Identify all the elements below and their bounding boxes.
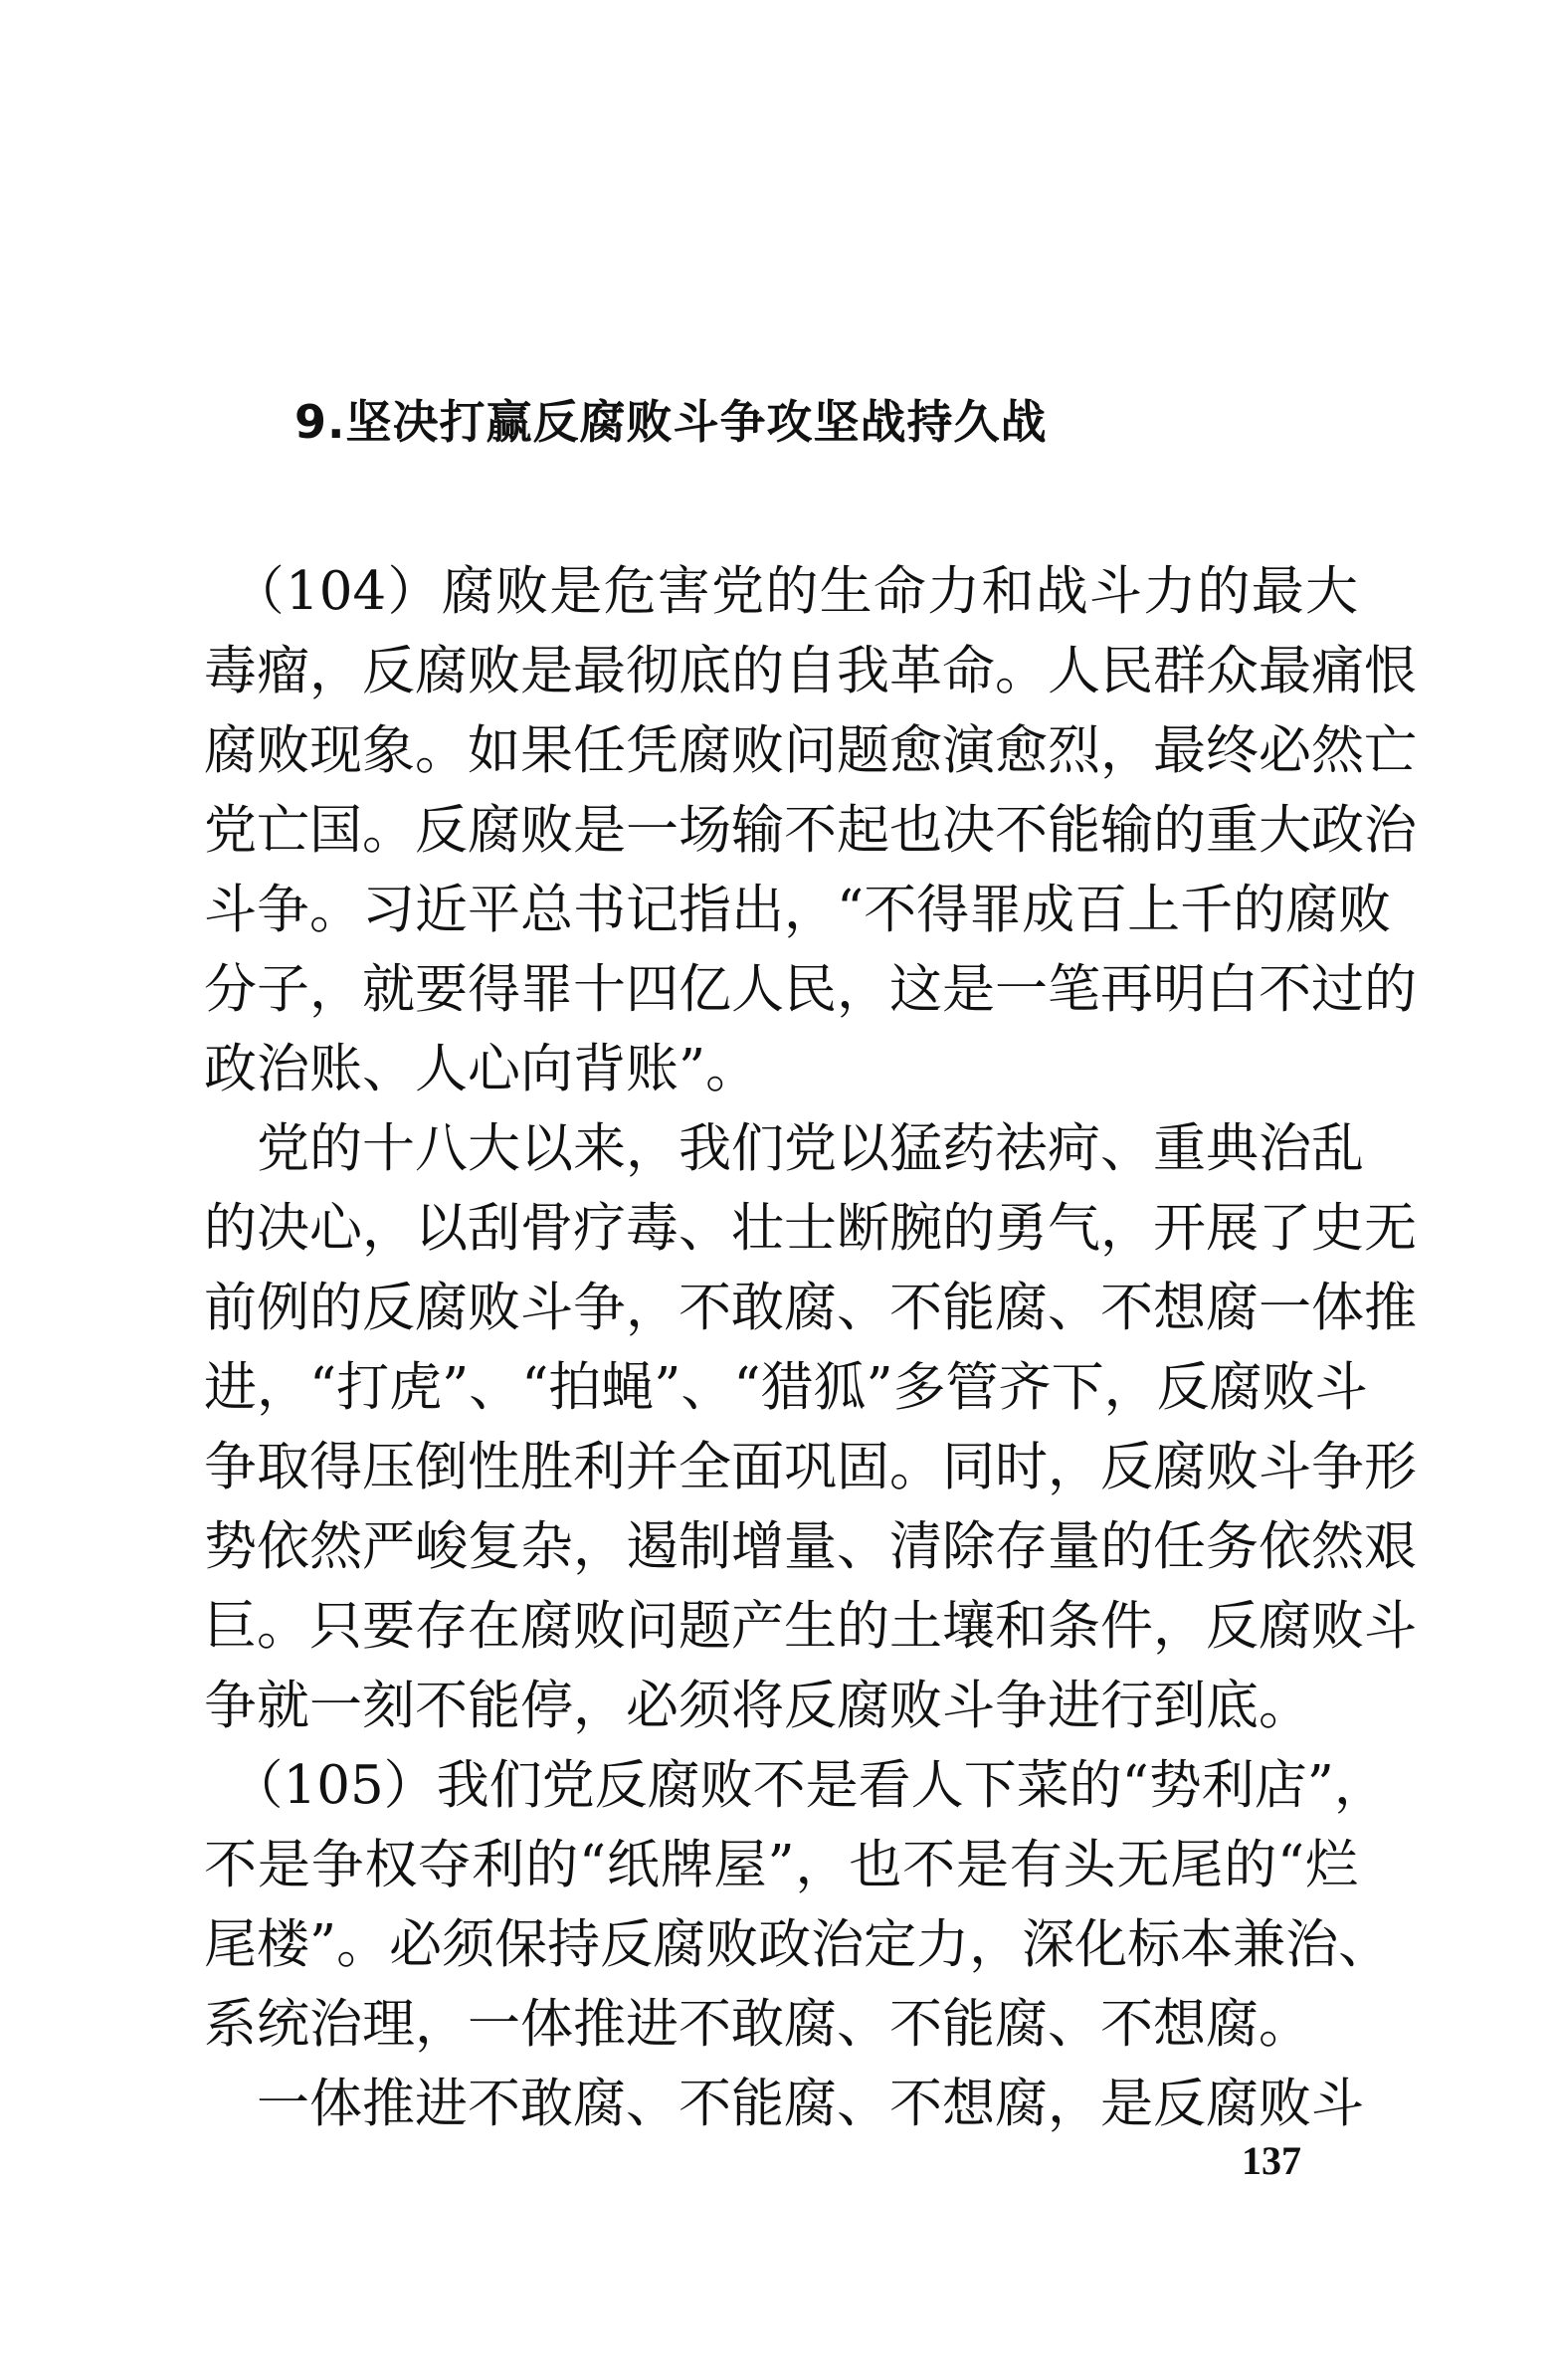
text-line: （105）我们党反腐败不是看人下菜的“势利店”， bbox=[204, 1755, 1387, 1816]
text-line: 毒瘤，反腐败是最彻底的自我革命。人民群众最痛恨 bbox=[204, 641, 1417, 701]
text-line: 不是争权夺利的“纸牌屋”，也不是有头无尾的“烂 bbox=[204, 1835, 1358, 1895]
text-line: 的决心，以刮骨疗毒、壮士断腕的勇气，开展了史无 bbox=[204, 1198, 1417, 1259]
body-text bbox=[204, 552, 1417, 2144]
text-line: 系统治理，一体推进不敢腐、不能腐、不想腐。 bbox=[204, 1994, 1311, 2055]
text-line: 党的十八大以来，我们党以猛药祛疴、重典治乱 bbox=[204, 1118, 1364, 1179]
text-line: 党亡国。反腐败是一场输不起也决不能输的重大政治 bbox=[204, 800, 1417, 861]
text-line: 斗争。习近平总书记指出，“不得罪成百上千的腐败 bbox=[204, 880, 1392, 940]
text-line: 争取得压倒性胜利并全面巩固。同时，反腐败斗争形 bbox=[204, 1437, 1417, 1497]
text-line: 进，“打虎”、“拍蝇”、“猎狐”多管齐下，反腐败斗 bbox=[204, 1357, 1368, 1418]
text-line: （104）腐败是危害党的生命力和战斗力的最大 bbox=[204, 561, 1358, 622]
text-line: 腐败现象。如果任凭腐败问题愈演愈烈，最终必然亡 bbox=[204, 720, 1417, 781]
text-line: 一体推进不敢腐、不能腐、不想腐，是反腐败斗 bbox=[204, 2074, 1364, 2134]
text-line: 争就一刻不能停，必须将反腐败斗争进行到底。 bbox=[204, 1676, 1311, 1736]
section-heading: 9.坚决打赢反腐败斗争攻坚战持久战 bbox=[294, 395, 1048, 449]
text-line: 势依然严峻复杂，遏制增量、清除存量的任务依然艰 bbox=[204, 1516, 1417, 1577]
text-line: 巨。只要存在腐败问题产生的土壤和条件，反腐败斗 bbox=[204, 1596, 1417, 1657]
text-line: 前例的反腐败斗争，不敢腐、不能腐、不想腐一体推 bbox=[204, 1278, 1417, 1338]
page-number: 137 bbox=[1242, 2138, 1301, 2183]
text-line: 分子，就要得罪十四亿人民，这是一笔再明白不过的 bbox=[204, 959, 1417, 1020]
text-line: 尾楼”。必须保持反腐败政治定力，深化标本兼治、 bbox=[204, 1914, 1392, 1975]
text-line: 政治账、人心向背账”。 bbox=[204, 1039, 759, 1099]
